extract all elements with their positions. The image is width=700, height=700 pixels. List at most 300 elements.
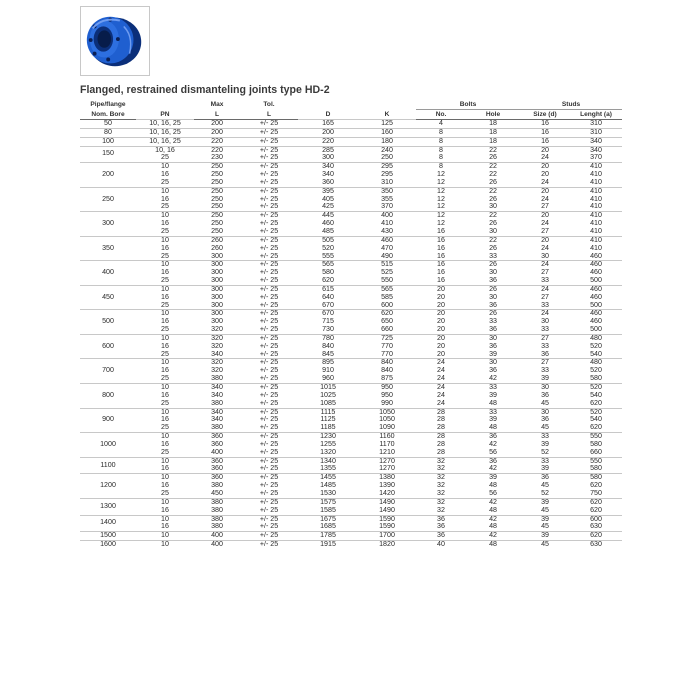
cell-d: 220 (298, 137, 358, 146)
cell-bolts-hole: 22 (489, 171, 497, 179)
cell-bolts-hole: 26 (489, 220, 497, 228)
cell-studs-length: 540 (590, 350, 602, 358)
cell-max-l: 200 (194, 120, 240, 129)
cell-k: 295 (381, 171, 393, 179)
cell-studs-size: 20 (520, 187, 570, 195)
table-body (80, 120, 622, 549)
cell-d: 845 (322, 350, 334, 358)
cell-pn: 16 (161, 195, 169, 203)
cell-max-l: 250 (194, 212, 240, 220)
cell-k: 310 (381, 178, 393, 186)
cell-bolts-no: 32 (416, 457, 466, 465)
cell-studs-size: 45 (520, 541, 570, 549)
cell-tol-l: +/- 25 (259, 154, 279, 162)
cell-bolts-no: 32 (437, 489, 445, 497)
cell-studs-size: 30 (541, 252, 549, 260)
cell-pn: 10 (136, 541, 194, 549)
cell-studs-size: 30 (541, 318, 549, 326)
cell-d: 485 (322, 227, 334, 235)
cell-tol-l: +/- 25 (259, 489, 279, 497)
cell-studs-length: 480 (570, 334, 622, 342)
cell-k: 1390 (379, 482, 395, 490)
cell-studs-length: 460 (570, 310, 622, 318)
cell-pn: 10 (136, 433, 194, 441)
cell-studs-size: 33 (520, 457, 570, 465)
cell-bolts-no: 8 (416, 163, 466, 171)
cell-pn: 10 (136, 532, 194, 541)
cell-d: 1185 (320, 424, 336, 432)
cell-tol-l: +/- 25 (240, 359, 298, 367)
cell-studs-size: 16 (520, 137, 570, 146)
dismantling-joint-icon (81, 7, 149, 75)
header-bore-2: Nom. Bore (80, 110, 136, 120)
header-tol: Tol. (263, 101, 275, 109)
cell-bolts-hole: 42 (489, 440, 497, 448)
cell-studs-length: 660 (590, 448, 602, 456)
cell-tol-l: +/- 25 (259, 326, 279, 334)
cell-studs-length: 580 (570, 474, 622, 482)
cell-d: 580 (322, 269, 334, 277)
cell-d: 1585 (320, 506, 336, 514)
cell-tol-l: +/- 25 (240, 474, 298, 482)
cell-studs-length: 460 (570, 285, 622, 293)
table-row (80, 457, 622, 465)
cell-studs-size: 45 (541, 482, 549, 490)
cell-tol-l: +/- 25 (259, 244, 279, 252)
cell-bolts-no: 24 (437, 367, 445, 375)
cell-pn: 25 (161, 227, 169, 235)
cell-d: 715 (322, 318, 334, 326)
cell-bolts-no: 12 (416, 187, 466, 195)
table-row (80, 154, 622, 162)
cell-max-l: 300 (211, 318, 223, 326)
cell-tol-l: +/- 25 (259, 195, 279, 203)
cell-studs-size: 33 (541, 301, 549, 309)
cell-d: 640 (322, 293, 334, 301)
table-row (80, 441, 622, 449)
cell-tol-l: +/- 25 (240, 457, 298, 465)
cell-tol-l: +/- 25 (259, 506, 279, 514)
cell-bolts-hole: 18 (466, 128, 520, 137)
cell-bolts-no: 12 (437, 171, 445, 179)
cell-pn: 25 (161, 252, 169, 260)
cell-bolts-no: 4 (416, 120, 466, 129)
cell-max-l: 320 (194, 334, 240, 342)
cell-tol-l: +/- 25 (240, 433, 298, 441)
cell-bolts-no: 16 (437, 277, 445, 285)
cell-studs-size: 45 (541, 424, 549, 432)
cell-d: 1340 (298, 457, 358, 465)
cell-studs-size: 24 (541, 154, 549, 162)
cell-bolts-hole: 42 (489, 375, 497, 383)
cell-k: 1270 (379, 465, 395, 473)
cell-max-l: 380 (211, 482, 223, 490)
cell-d: 840 (322, 342, 334, 350)
cell-bolts-hole: 30 (489, 227, 497, 235)
cell-k: 950 (381, 391, 393, 399)
cell-studs-size: 27 (520, 359, 570, 367)
cell-max-l: 320 (194, 359, 240, 367)
cell-tol-l: +/- 25 (259, 424, 279, 432)
cell-tol-l: +/- 25 (240, 187, 298, 195)
cell-max-l: 400 (211, 448, 223, 456)
cell-studs-length: 540 (590, 391, 602, 399)
cell-bolts-no: 24 (437, 399, 445, 407)
cell-d: 1125 (320, 416, 336, 424)
cell-tol-l: +/- 25 (259, 227, 279, 235)
cell-nom-bore: 900 (80, 408, 136, 433)
cell-pn: 10 (136, 457, 194, 465)
cell-studs-size: 30 (520, 408, 570, 416)
cell-nom-bore: 80 (80, 128, 136, 137)
cell-max-l: 380 (211, 375, 223, 383)
cell-tol-l: +/- 25 (240, 498, 298, 506)
cell-studs-length: 410 (570, 187, 622, 195)
header-bore-1: Pipe/flange (90, 101, 126, 109)
cell-bolts-no: 12 (437, 220, 445, 228)
cell-max-l: 380 (211, 523, 223, 531)
cell-bolts-no: 28 (416, 433, 466, 441)
cell-d: 340 (298, 163, 358, 171)
table-header (80, 100, 622, 120)
cell-d: 1455 (298, 474, 358, 482)
cell-d: 895 (298, 359, 358, 367)
cell-d: 1230 (298, 433, 358, 441)
table-row (80, 228, 622, 236)
cell-studs-length: 580 (590, 440, 602, 448)
cell-k: 410 (381, 220, 393, 228)
cell-k: 240 (358, 146, 416, 154)
cell-pn: 25 (161, 326, 169, 334)
cell-bolts-hole: 30 (466, 334, 520, 342)
cell-tol-l: +/- 25 (259, 178, 279, 186)
header-tol-l: L (240, 110, 298, 120)
cell-nom-bore: 700 (80, 359, 136, 384)
cell-tol-l: +/- 25 (240, 532, 298, 541)
cell-bolts-hole: 36 (489, 367, 497, 375)
cell-studs-size: 33 (541, 326, 549, 334)
cell-bolts-no: 36 (416, 532, 466, 541)
cell-bolts-no: 24 (437, 375, 445, 383)
cell-bolts-hole: 48 (489, 506, 497, 514)
cell-k: 1820 (358, 541, 416, 549)
table-row (80, 400, 622, 408)
cell-max-l: 250 (211, 178, 223, 186)
cell-nom-bore: 600 (80, 334, 136, 359)
cell-studs-size: 20 (520, 212, 570, 220)
table-row (80, 261, 622, 269)
cell-pn: 25 (161, 424, 169, 432)
table-row (80, 507, 622, 515)
cell-d: 1320 (320, 448, 336, 456)
cell-bolts-hole: 39 (466, 474, 520, 482)
header-pn: PN (160, 111, 170, 118)
cell-bolts-no: 8 (416, 137, 466, 146)
cell-d: 1685 (320, 523, 336, 531)
cell-pn: 25 (161, 350, 169, 358)
cell-bolts-no: 16 (416, 236, 466, 244)
cell-tol-l: +/- 25 (259, 465, 279, 473)
table-row (80, 285, 622, 293)
cell-d: 340 (322, 171, 334, 179)
cell-pn: 16 (161, 523, 169, 531)
cell-max-l: 250 (194, 163, 240, 171)
cell-studs-length: 580 (590, 375, 602, 383)
cell-k: 875 (381, 375, 393, 383)
cell-max-l: 250 (211, 195, 223, 203)
cell-studs-size: 27 (541, 293, 549, 301)
cell-studs-length: 500 (590, 301, 602, 309)
cell-studs-size: 24 (541, 244, 549, 252)
cell-studs-length: 500 (590, 326, 602, 334)
cell-max-l: 400 (194, 541, 240, 549)
table-row (80, 408, 622, 416)
cell-k: 840 (358, 359, 416, 367)
cell-studs-length: 580 (590, 465, 602, 473)
cell-tol-l: +/- 25 (259, 367, 279, 375)
cell-d: 615 (298, 285, 358, 293)
cell-studs-size: 16 (520, 128, 570, 137)
cell-max-l: 300 (194, 261, 240, 269)
cell-pn: 16 (161, 244, 169, 252)
cell-nom-bore: 800 (80, 384, 136, 409)
cell-max-l: 380 (211, 399, 223, 407)
cell-tol-l: +/- 25 (259, 399, 279, 407)
cell-max-l: 360 (194, 433, 240, 441)
cell-bolts-hole: 56 (489, 448, 497, 456)
cell-max-l: 360 (211, 465, 223, 473)
cell-bolts-hole: 26 (489, 154, 497, 162)
cell-studs-length: 550 (570, 457, 622, 465)
cell-max-l: 230 (211, 154, 223, 162)
cell-k: 550 (381, 277, 393, 285)
cell-studs-size: 27 (541, 269, 549, 277)
cell-studs-size: 39 (541, 440, 549, 448)
cell-tol-l: +/- 25 (259, 171, 279, 179)
cell-studs-size: 39 (541, 465, 549, 473)
table-row (80, 302, 622, 310)
cell-studs-size: 39 (520, 515, 570, 523)
table-row (80, 532, 622, 541)
cell-max-l: 380 (194, 515, 240, 523)
cell-tol-l: +/- 25 (240, 384, 298, 392)
header-bolts-no: No. (416, 110, 466, 120)
cell-bolts-hole: 48 (489, 523, 497, 531)
cell-max-l: 360 (194, 474, 240, 482)
cell-bolts-hole: 48 (489, 399, 497, 407)
document-title: Flanged, restrained dismanteling joints type HD-2 (80, 84, 330, 96)
cell-tol-l: +/- 25 (259, 293, 279, 301)
cell-pn: 16 (161, 506, 169, 514)
cell-nom-bore: 400 (80, 261, 136, 286)
cell-k: 355 (381, 195, 393, 203)
cell-k: 840 (381, 367, 393, 375)
table-row (80, 196, 622, 204)
cell-k: 565 (358, 285, 416, 293)
cell-max-l: 320 (211, 326, 223, 334)
cell-bolts-no: 16 (437, 252, 445, 260)
table-row (80, 515, 622, 523)
cell-bolts-no: 28 (437, 448, 445, 456)
cell-max-l: 380 (211, 506, 223, 514)
cell-bolts-no: 32 (437, 506, 445, 514)
header-bolts: Bolts (416, 100, 520, 110)
cell-k: 370 (381, 203, 393, 211)
cell-bolts-no: 20 (437, 350, 445, 358)
cell-k: 1490 (379, 506, 395, 514)
cell-bolts-no: 20 (416, 334, 466, 342)
cell-bolts-no: 28 (437, 416, 445, 424)
cell-studs-length: 460 (590, 318, 602, 326)
cell-bolts-hole: 39 (489, 391, 497, 399)
cell-tol-l: +/- 25 (259, 277, 279, 285)
table-row (80, 179, 622, 187)
cell-tol-l: +/- 25 (259, 318, 279, 326)
cell-studs-length: 620 (590, 506, 602, 514)
cell-max-l: 300 (211, 252, 223, 260)
cell-studs-size: 20 (520, 236, 570, 244)
cell-k: 180 (358, 137, 416, 146)
cell-bolts-hole: 26 (489, 195, 497, 203)
cell-k: 250 (381, 154, 393, 162)
cell-studs-size: 16 (520, 120, 570, 129)
cell-tol-l: +/- 25 (259, 252, 279, 260)
cell-k: 1170 (379, 440, 395, 448)
cell-studs-length: 620 (590, 399, 602, 407)
table-row (80, 465, 622, 473)
cell-max-l: 260 (211, 244, 223, 252)
cell-d: 505 (298, 236, 358, 244)
cell-d: 1355 (320, 465, 336, 473)
cell-max-l: 300 (194, 285, 240, 293)
cell-bolts-no: 20 (437, 301, 445, 309)
cell-max-l: 250 (211, 227, 223, 235)
cell-studs-size: 24 (520, 261, 570, 269)
cell-d: 620 (322, 277, 334, 285)
cell-pn: 10 (136, 212, 194, 220)
cell-studs-length: 410 (590, 227, 602, 235)
cell-max-l: 300 (211, 293, 223, 301)
cell-k: 490 (381, 252, 393, 260)
cell-nom-bore: 150 (80, 146, 136, 163)
cell-pn: 25 (161, 154, 169, 162)
cell-bolts-hole: 36 (466, 457, 520, 465)
table-row (80, 343, 622, 351)
cell-pn: 10, 16, 25 (136, 120, 194, 129)
cell-d: 1255 (320, 440, 336, 448)
cell-tol-l: +/- 25 (240, 408, 298, 416)
cell-d: 520 (322, 244, 334, 252)
cell-max-l: 320 (211, 342, 223, 350)
cell-pn: 10 (136, 408, 194, 416)
cell-pn: 10 (136, 261, 194, 269)
specs-table (80, 100, 622, 549)
cell-pn: 25 (161, 489, 169, 497)
cell-bolts-hole: 26 (466, 310, 520, 318)
cell-studs-length: 630 (570, 541, 622, 549)
cell-nom-bore: 50 (80, 120, 136, 129)
table-row (80, 334, 622, 342)
cell-max-l: 220 (194, 137, 240, 146)
cell-k: 525 (381, 269, 393, 277)
cell-pn: 10 (136, 498, 194, 506)
cell-d: 300 (322, 154, 334, 162)
cell-pn: 10 (136, 515, 194, 523)
cell-d: 780 (298, 334, 358, 342)
cell-max-l: 450 (211, 489, 223, 497)
cell-tol-l: +/- 25 (259, 482, 279, 490)
cell-pn: 16 (161, 293, 169, 301)
cell-studs-size: 24 (541, 178, 549, 186)
cell-d: 910 (322, 367, 334, 375)
cell-bolts-hole: 42 (466, 532, 520, 541)
cell-k: 1210 (379, 448, 395, 456)
table-row (80, 269, 622, 277)
cell-pn: 16 (161, 416, 169, 424)
cell-nom-bore: 1100 (80, 457, 136, 474)
cell-studs-length: 520 (590, 342, 602, 350)
cell-tol-l: +/- 25 (259, 220, 279, 228)
cell-studs-size: 27 (541, 203, 549, 211)
cell-tol-l: +/- 25 (240, 310, 298, 318)
cell-pn: 16 (161, 482, 169, 490)
product-photo (80, 6, 150, 76)
table-row (80, 277, 622, 285)
cell-bolts-hole: 39 (489, 416, 497, 424)
table-row (80, 187, 622, 195)
cell-bolts-no: 8 (416, 128, 466, 137)
cell-studs-length: 480 (570, 359, 622, 367)
header-d: D (325, 111, 331, 118)
cell-bolts-no: 32 (416, 498, 466, 506)
cell-bolts-hole: 26 (466, 261, 520, 269)
cell-pn: 10 (136, 187, 194, 195)
cell-max-l: 200 (194, 128, 240, 137)
cell-bolts-no: 16 (437, 269, 445, 277)
cell-bolts-hole: 30 (466, 359, 520, 367)
cell-nom-bore: 100 (80, 137, 136, 146)
table-row (80, 482, 622, 490)
cell-bolts-no: 16 (437, 227, 445, 235)
cell-bolts-no: 12 (437, 178, 445, 186)
cell-studs-size: 20 (520, 163, 570, 171)
cell-max-l: 300 (194, 310, 240, 318)
cell-bolts-hole: 33 (466, 384, 520, 392)
cell-tol-l: +/- 25 (259, 523, 279, 531)
cell-tol-l: +/- 25 (240, 163, 298, 171)
table-row (80, 236, 622, 244)
cell-studs-size: 39 (520, 532, 570, 541)
cell-k: 1050 (358, 408, 416, 416)
cell-tol-l: +/- 25 (259, 342, 279, 350)
table-row (80, 120, 622, 129)
cell-tol-l: +/- 25 (259, 448, 279, 456)
cell-pn: 16 (161, 269, 169, 277)
cell-bolts-hole: 26 (489, 178, 497, 186)
cell-k: 660 (381, 326, 393, 334)
cell-k: 770 (381, 350, 393, 358)
table-row (80, 203, 622, 211)
cell-pn: 10, 16, 25 (136, 137, 194, 146)
cell-nom-bore: 1400 (80, 515, 136, 532)
cell-max-l: 380 (211, 424, 223, 432)
cell-k: 1160 (358, 433, 416, 441)
cell-max-l: 360 (211, 440, 223, 448)
cell-studs-length: 460 (590, 269, 602, 277)
cell-pn: 10 (136, 474, 194, 482)
table-row (80, 384, 622, 392)
cell-studs-length: 520 (590, 367, 602, 375)
